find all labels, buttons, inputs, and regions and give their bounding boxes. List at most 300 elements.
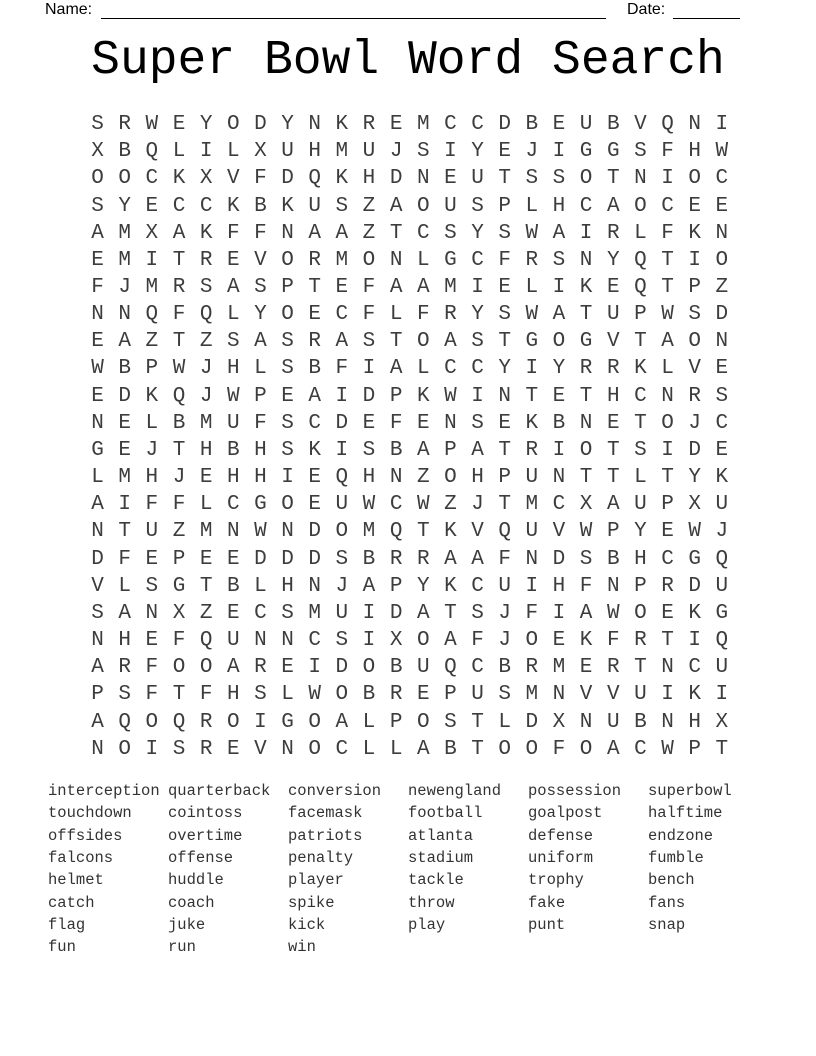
grid-letter: G	[91, 438, 104, 462]
grid-letter: S	[335, 629, 349, 653]
grid-letter: X	[254, 140, 267, 164]
grid-letter: P	[389, 710, 403, 734]
word-column	[48, 780, 168, 959]
grid-letter: P	[688, 737, 701, 761]
grid-letter: E	[416, 411, 430, 435]
grid-letter: A	[335, 330, 349, 354]
grid-letter: F	[172, 493, 186, 517]
grid-letter: P	[688, 276, 701, 300]
grid-letter: Q	[634, 248, 647, 272]
grid-letter: V	[471, 520, 484, 544]
grid-letter: P	[254, 384, 267, 408]
grid-letter: A	[416, 601, 430, 625]
grid-letter: L	[634, 221, 647, 245]
grid-letter: Q	[498, 520, 511, 544]
grid-letter: W	[525, 221, 539, 245]
grid-letter: S	[362, 438, 376, 462]
grid-letter: V	[579, 683, 593, 707]
grid-letter: M	[552, 656, 566, 680]
grid-letter: A	[389, 276, 403, 300]
grid-letter: N	[281, 737, 294, 761]
grid-letter: G	[281, 710, 294, 734]
grid-letter: E	[389, 113, 403, 137]
grid-letter: T	[606, 438, 620, 462]
grid-letter: K	[579, 629, 593, 653]
grid-letter: N	[579, 248, 593, 272]
grid-letter: E	[118, 411, 132, 435]
grid-letter: O	[688, 330, 701, 354]
grid-letter: C	[389, 493, 403, 517]
word-item: fake	[528, 893, 566, 912]
grid-letter: N	[416, 167, 430, 191]
grid-letter: E	[552, 629, 566, 653]
grid-letter: C	[335, 737, 349, 761]
grid-letter: K	[335, 167, 349, 191]
word-item: endzone	[648, 826, 714, 845]
grid-letter: N	[579, 710, 593, 734]
grid-letter: T	[389, 330, 403, 354]
grid-letter: O	[579, 167, 593, 191]
grid-letter: A	[444, 629, 457, 653]
grid-letter: R	[118, 656, 132, 680]
word-item: overtime	[168, 826, 243, 845]
grid-letter: O	[145, 710, 159, 734]
grid-letter: C	[308, 411, 321, 435]
grid-letter: X	[199, 167, 213, 191]
grid-letter: R	[308, 248, 321, 272]
grid-letter: F	[91, 276, 104, 300]
grid-letter: E	[145, 629, 159, 653]
grid-letter: U	[525, 520, 539, 544]
grid-letter: M	[525, 493, 539, 517]
grid-letter: I	[199, 140, 213, 164]
grid-letter: P	[444, 438, 457, 462]
grid-letter: N	[118, 303, 132, 327]
grid-letter: A	[606, 737, 620, 761]
grid-letter: E	[226, 248, 240, 272]
grid-letter: R	[362, 113, 376, 137]
grid-letter: R	[661, 574, 674, 598]
grid-letter: X	[579, 493, 593, 517]
grid-letter: N	[552, 466, 566, 490]
word-item: goalpost	[528, 804, 603, 823]
grid-letter: C	[444, 113, 457, 137]
grid-letter: N	[308, 574, 321, 598]
grid-letter: S	[91, 113, 104, 137]
grid-letter: S	[145, 574, 159, 598]
grid-letter: F	[362, 303, 376, 327]
grid-letter: W	[91, 357, 104, 381]
grid-letter: N	[389, 248, 403, 272]
grid-letter: N	[91, 520, 104, 544]
grid-letter: E	[362, 411, 376, 435]
grid-letter: B	[308, 357, 321, 381]
grid-letter: L	[389, 303, 403, 327]
grid-letter: N	[281, 221, 294, 245]
grid-letter: N	[254, 629, 267, 653]
grid-letter: U	[579, 113, 593, 137]
grid-letter: T	[498, 330, 511, 354]
grid-letter: S	[498, 683, 511, 707]
grid-letter: G	[525, 330, 539, 354]
grid-letter: M	[199, 520, 213, 544]
grid-letter: L	[362, 737, 376, 761]
grid-letter: F	[606, 629, 620, 653]
grid-letter: O	[91, 167, 104, 191]
grid-letter: Q	[172, 710, 186, 734]
word-item: patriots	[288, 826, 363, 845]
word-column	[648, 780, 768, 959]
grid-letter: B	[118, 357, 132, 381]
grid-letter: F	[145, 683, 159, 707]
word-item: punt	[528, 916, 566, 935]
grid-letter: X	[552, 710, 566, 734]
grid-letter: Y	[416, 574, 430, 598]
grid-letter: N	[661, 384, 674, 408]
grid-letter: A	[606, 194, 620, 218]
grid-letter: F	[118, 547, 132, 571]
word-item: helmet	[48, 871, 104, 890]
grid-letter: Z	[199, 601, 213, 625]
grid-letter: R	[199, 710, 213, 734]
grid-letter: H	[254, 438, 267, 462]
grid-letter: J	[172, 466, 186, 490]
grid-letter: R	[606, 656, 620, 680]
grid-letter: S	[525, 167, 539, 191]
grid-letter: B	[444, 737, 457, 761]
grid-letter: F	[498, 248, 511, 272]
grid-letter: F	[525, 601, 539, 625]
grid-letter: W	[715, 140, 729, 164]
grid-letter: U	[498, 574, 511, 598]
grid-letter: I	[552, 601, 566, 625]
grid-letter: P	[634, 303, 647, 327]
grid-letter: S	[335, 547, 349, 571]
grid-letter: K	[308, 438, 321, 462]
grid-letter: P	[281, 276, 294, 300]
name-blank-line	[101, 3, 606, 19]
word-item: kick	[288, 916, 326, 935]
grid-letter: Z	[199, 330, 213, 354]
grid-letter: J	[389, 140, 403, 164]
grid-letter: A	[444, 330, 457, 354]
grid-letter: P	[145, 357, 159, 381]
grid-letter: C	[634, 737, 647, 761]
grid-letter: T	[498, 493, 511, 517]
grid-letter: K	[444, 520, 457, 544]
word-item: throw	[408, 893, 455, 912]
grid-letter: P	[606, 520, 620, 544]
grid-letter: U	[145, 520, 159, 544]
grid-letter: L	[254, 357, 267, 381]
grid-letter: H	[688, 710, 701, 734]
grid-letter: C	[715, 411, 729, 435]
grid-letter: D	[335, 411, 349, 435]
grid-letter: M	[308, 601, 321, 625]
grid-letter: B	[226, 574, 240, 598]
grid-letter: U	[606, 710, 620, 734]
grid-letter: D	[525, 710, 539, 734]
grid-letter: L	[389, 737, 403, 761]
grid-letter: L	[226, 303, 240, 327]
grid-letter: H	[254, 466, 267, 490]
word-item: juke	[168, 916, 206, 935]
grid-letter: Y	[118, 194, 132, 218]
grid-letter: V	[606, 683, 620, 707]
grid-letter: L	[416, 248, 430, 272]
grid-letter: E	[715, 357, 729, 381]
grid-letter: M	[118, 466, 132, 490]
grid-letter: V	[606, 330, 620, 354]
grid-letter: W	[688, 520, 701, 544]
grid-letter: C	[308, 629, 321, 653]
grid-letter: Q	[145, 303, 159, 327]
grid-letter: M	[335, 140, 349, 164]
grid-letter: D	[389, 167, 403, 191]
grid-letter: H	[226, 683, 240, 707]
grid-letter: A	[416, 276, 430, 300]
grid-letter: S	[634, 438, 647, 462]
grid-letter: M	[416, 113, 430, 137]
grid-letter: F	[172, 303, 186, 327]
name-date-row	[0, 0, 816, 24]
grid-letter: C	[145, 167, 159, 191]
grid-letter: B	[172, 411, 186, 435]
grid-letter: M	[145, 276, 159, 300]
grid-letter: D	[715, 303, 729, 327]
grid-letter: O	[715, 248, 729, 272]
word-item: offense	[168, 849, 234, 868]
grid-letter: H	[471, 466, 484, 490]
grid-letter: T	[634, 656, 647, 680]
grid-letter: Q	[661, 113, 674, 137]
grid-letter: I	[661, 683, 674, 707]
grid-letter: O	[579, 438, 593, 462]
grid-letter: U	[715, 574, 729, 598]
grid-letter: W	[606, 601, 620, 625]
grid-letter: S	[281, 357, 294, 381]
grid-letter: D	[552, 547, 566, 571]
grid-letter: E	[308, 466, 321, 490]
word-item: huddle	[168, 871, 224, 890]
grid-letter: Y	[254, 303, 267, 327]
grid-letter: F	[416, 303, 430, 327]
grid-letter: E	[91, 248, 104, 272]
grid-letter: H	[634, 547, 647, 571]
grid-letter: H	[281, 574, 294, 598]
grid-letter: Y	[281, 113, 294, 137]
grid-letter: V	[254, 737, 267, 761]
grid-letter: E	[91, 384, 104, 408]
grid-letter: I	[145, 248, 159, 272]
grid-letter: V	[552, 520, 566, 544]
grid-letter: D	[389, 601, 403, 625]
grid-letter: A	[552, 303, 566, 327]
grid-letter: H	[199, 438, 213, 462]
grid-letter: F	[335, 357, 349, 381]
grid-letter: Q	[145, 140, 159, 164]
grid-letter: U	[606, 303, 620, 327]
grid-letter: O	[335, 520, 349, 544]
grid-letter: S	[254, 276, 267, 300]
grid-letter: E	[444, 167, 457, 191]
grid-letter: F	[172, 629, 186, 653]
grid-letter: A	[416, 737, 430, 761]
grid-letter: K	[416, 384, 430, 408]
grid-letter: C	[471, 656, 484, 680]
grid-letter: R	[525, 438, 539, 462]
grid-letter: N	[308, 113, 321, 137]
grid-letter: O	[281, 248, 294, 272]
grid-letter: F	[362, 276, 376, 300]
grid-letter: A	[335, 221, 349, 245]
grid-letter: G	[606, 140, 620, 164]
grid-letter: E	[606, 276, 620, 300]
grid-letter: F	[226, 221, 240, 245]
grid-letter: T	[172, 330, 186, 354]
grid-letter: E	[91, 330, 104, 354]
word-item: snap	[648, 916, 686, 935]
grid-letter: A	[389, 194, 403, 218]
grid-letter: U	[444, 194, 457, 218]
grid-letter: S	[471, 330, 484, 354]
grid-letter: D	[308, 520, 321, 544]
grid-letter: A	[118, 601, 132, 625]
grid-letter: P	[91, 683, 104, 707]
grid-letter: O	[661, 411, 674, 435]
word-item: defense	[528, 826, 594, 845]
grid-letter: D	[118, 384, 132, 408]
grid-letter: W	[661, 303, 674, 327]
grid-letter: L	[634, 466, 647, 490]
grid-letter: N	[661, 656, 674, 680]
puzzle-title: Super Bowl Word Search	[91, 34, 725, 88]
grid-letter: T	[444, 601, 457, 625]
grid-letter: S	[362, 330, 376, 354]
grid-letter: G	[715, 601, 729, 625]
word-item: fans	[648, 893, 686, 912]
grid-letter: B	[389, 656, 403, 680]
grid-letter: Q	[118, 710, 132, 734]
grid-letter: D	[362, 384, 376, 408]
grid-letter: T	[661, 276, 674, 300]
grid-letter: X	[172, 601, 186, 625]
grid-letter: K	[688, 601, 701, 625]
grid-letter: Z	[145, 330, 159, 354]
grid-letter: M	[444, 276, 457, 300]
grid-letter: F	[145, 656, 159, 680]
grid-letter: A	[362, 574, 376, 598]
grid-letter: T	[498, 438, 511, 462]
grid-letter: Y	[634, 520, 647, 544]
grid-letter: K	[444, 574, 457, 598]
grid-letter: K	[715, 466, 729, 490]
grid-letter: R	[606, 357, 620, 381]
grid-letter: B	[362, 547, 376, 571]
grid-letter: J	[525, 140, 539, 164]
grid-letter: Y	[552, 357, 566, 381]
grid-letter: E	[118, 438, 132, 462]
grid-letter: I	[661, 438, 674, 462]
grid-letter: P	[498, 194, 511, 218]
grid-letter: S	[471, 194, 484, 218]
grid-letter: H	[362, 167, 376, 191]
grid-letter: G	[579, 140, 593, 164]
grid-letter: C	[172, 194, 186, 218]
grid-letter: W	[172, 357, 186, 381]
grid-letter: A	[335, 710, 349, 734]
grid-letter: S	[91, 601, 104, 625]
grid-letter: X	[688, 493, 701, 517]
grid-letter: U	[416, 656, 430, 680]
grid-letter: A	[308, 384, 321, 408]
grid-letter: H	[145, 466, 159, 490]
word-list	[48, 780, 768, 959]
grid-letter: N	[281, 520, 294, 544]
grid-letter: B	[498, 656, 511, 680]
grid-letter: A	[91, 493, 104, 517]
grid-letter: C	[471, 113, 484, 137]
grid-letter: F	[579, 574, 593, 598]
grid-letter: I	[335, 438, 349, 462]
grid-letter: M	[118, 221, 132, 245]
grid-letter: T	[606, 167, 620, 191]
grid-letter: R	[389, 683, 403, 707]
grid-letter: I	[145, 737, 159, 761]
grid-letter: S	[688, 303, 701, 327]
grid-letter: O	[118, 167, 132, 191]
grid-letter: B	[606, 547, 620, 571]
grid-letter: S	[471, 411, 484, 435]
word-item: conversion	[288, 782, 382, 800]
grid-letter: P	[389, 574, 403, 598]
grid-letter: I	[471, 276, 484, 300]
grid-letter: N	[389, 466, 403, 490]
grid-letter: A	[172, 221, 186, 245]
grid-letter: U	[226, 629, 240, 653]
grid-letter: E	[281, 384, 294, 408]
grid-letter: A	[416, 438, 430, 462]
grid-letter: T	[172, 683, 186, 707]
grid-letter: E	[688, 194, 701, 218]
grid-letter: U	[715, 656, 729, 680]
grid-letter: A	[254, 330, 267, 354]
word-item: newengland	[408, 782, 502, 800]
grid-letter: Z	[362, 194, 376, 218]
grid-letter: Z	[416, 466, 430, 490]
grid-letter: S	[715, 384, 729, 408]
word-item: stadium	[408, 849, 474, 868]
grid-letter: J	[335, 574, 349, 598]
grid-letter: O	[416, 330, 430, 354]
grid-letter: B	[362, 683, 376, 707]
grid-letter: E	[416, 683, 430, 707]
word-item: facemask	[288, 804, 363, 823]
grid-letter: T	[471, 710, 484, 734]
grid-letter: W	[308, 683, 321, 707]
grid-letter: E	[552, 113, 566, 137]
grid-letter: T	[172, 438, 186, 462]
word-item: spike	[288, 893, 335, 912]
grid-letter: E	[226, 601, 240, 625]
grid-letter: O	[416, 194, 430, 218]
grid-letter: S	[281, 330, 294, 354]
grid-letter: E	[498, 140, 511, 164]
grid-letter: O	[634, 194, 647, 218]
grid-letter: I	[688, 629, 701, 653]
grid-letter: T	[715, 737, 729, 761]
grid-letter: L	[254, 574, 267, 598]
